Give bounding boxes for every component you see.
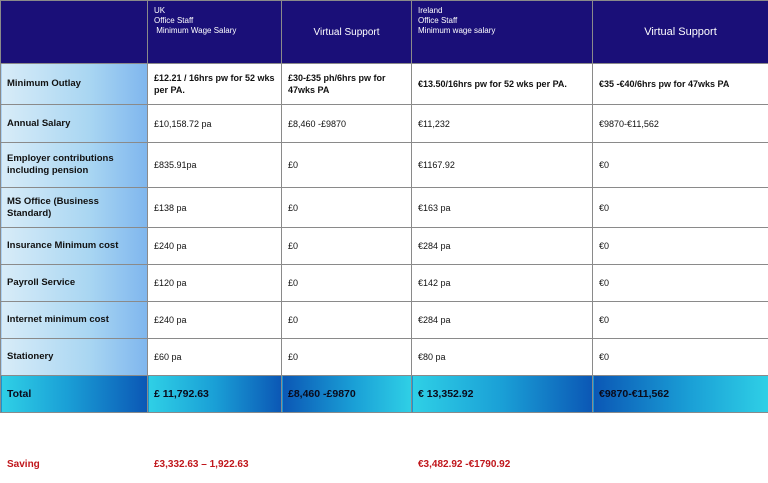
table-row (1, 64, 768, 105)
header-blank (1, 1, 148, 64)
total-uk-virtual: £8,460 -£9870 (282, 376, 412, 413)
cell: €35 -€40/6hrs pw for 47wks PA (593, 64, 768, 105)
cell: €163 pa (412, 188, 593, 228)
row-label: Payroll Service (1, 265, 148, 302)
cell: £835.91pa (148, 143, 282, 188)
cell: €9870-€11,562 (593, 105, 768, 143)
saving-ireland: €3,482.92 -€1790.92 (412, 413, 768, 483)
cell: €284 pa (412, 228, 593, 265)
cell: £60 pa (148, 339, 282, 376)
row-label: Annual Salary (1, 105, 148, 143)
cell: £138 pa (148, 188, 282, 228)
cell: £0 (282, 265, 412, 302)
cell: €0 (593, 188, 768, 228)
cell: £0 (282, 228, 412, 265)
cell: €142 pa (412, 265, 593, 302)
cell: €0 (593, 339, 768, 376)
cell: £240 pa (148, 302, 282, 339)
table-row (1, 105, 768, 143)
table-row (1, 228, 768, 265)
cell: £0 (282, 188, 412, 228)
cell: £240 pa (148, 228, 282, 265)
total-row (1, 376, 768, 413)
cell: £12.21 / 16hrs pw for 52 wks per PA. (148, 64, 282, 105)
total-ireland-office: € 13,352.92 (412, 376, 593, 413)
cell: €11,232 (412, 105, 593, 143)
row-label: Minimum Outlay (1, 64, 148, 105)
cell: €80 pa (412, 339, 593, 376)
cell: £0 (282, 143, 412, 188)
header-ireland-virtual-support: Virtual Support (593, 1, 768, 64)
table-row (1, 265, 768, 302)
table-row (1, 143, 768, 188)
cell: £8,460 -£9870 (282, 105, 412, 143)
row-label: Stationery (1, 339, 148, 376)
cell: £120 pa (148, 265, 282, 302)
header-ireland-office-staff: Ireland Office Staff Minimum wage salary (412, 1, 593, 64)
row-label: Internet minimum cost (1, 302, 148, 339)
cell: €284 pa (412, 302, 593, 339)
cell: €0 (593, 302, 768, 339)
cell: €1167.92 (412, 143, 593, 188)
header-uk-office-staff: UK Office Staff Minimum Wage Salary (148, 1, 282, 64)
row-label: Insurance Minimum cost (1, 228, 148, 265)
header-uk-virtual-support: Virtual Support (282, 1, 412, 64)
cell: €0 (593, 228, 768, 265)
table-row (1, 188, 768, 228)
total-uk-office: £ 11,792.63 (148, 376, 282, 413)
cell: £0 (282, 339, 412, 376)
header-row (1, 1, 768, 64)
total-label: Total (1, 376, 148, 413)
saving-uk: £3,332.63 – 1,922.63 (148, 413, 412, 483)
cell: €13.50/16hrs pw for 52 wks per PA. (412, 64, 593, 105)
cell: £0 (282, 302, 412, 339)
cell: £30-£35 ph/6hrs pw for 47wks PA (282, 64, 412, 105)
row-label: MS Office (Business Standard) (1, 188, 148, 228)
saving-row (1, 413, 768, 483)
saving-label: Saving (1, 413, 148, 483)
table-row (1, 339, 768, 376)
total-ireland-virtual: €9870-€11,562 (593, 376, 768, 413)
table-row (1, 302, 768, 339)
cell: €0 (593, 265, 768, 302)
row-label: Employer contributions including pension (1, 143, 148, 188)
cell: €0 (593, 143, 768, 188)
cell: £10,158.72 pa (148, 105, 282, 143)
